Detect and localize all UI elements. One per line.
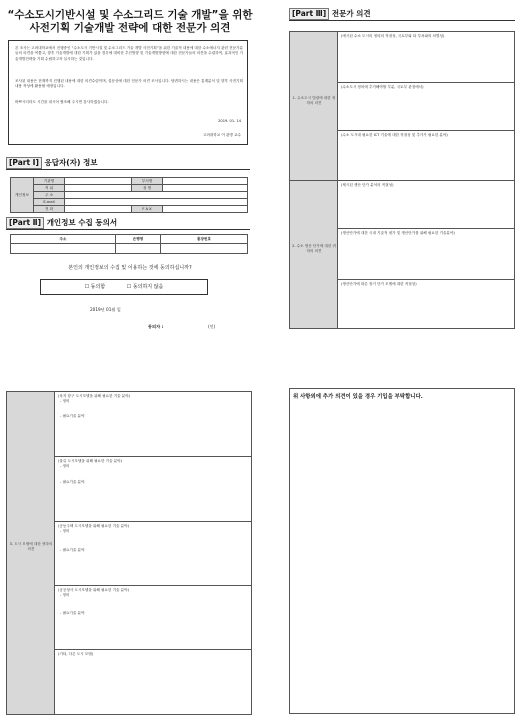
model2-definition: - 정의: [60, 464, 70, 468]
section2-label-cell: [290, 180, 338, 328]
expert-opinion-table: [289, 31, 515, 329]
part2-rule: [6, 229, 250, 230]
header-address: 주소: [11, 235, 116, 244]
s1-item-3: (수소 도시내 필요한 ICT 기술에 대한 적절성 및 추가가 필요한 분야): [341, 133, 448, 137]
field-value-org[interactable]: [65, 178, 132, 185]
model2-title: (물류 도시모델을 위해 필요한 기술 분야): [58, 459, 123, 463]
s2-answer-cell-1[interactable]: [338, 181, 514, 228]
disagree-checkbox[interactable]: ☐ 동의하지 않음: [126, 284, 164, 290]
header-account: 통장번호: [161, 235, 248, 244]
consenter-label: 동의자 :: [148, 324, 164, 329]
s1-answer-cell-3[interactable]: [338, 131, 514, 180]
section3-label-cell: [7, 392, 55, 714]
additional-opinion-heading: 위 사항외에 추가 의견이 있을 경우 기입을 부탁합니다.: [293, 394, 423, 400]
consent-choice-box: [40, 279, 208, 295]
part3-rule: [289, 20, 515, 21]
field-value-email[interactable]: [65, 199, 248, 206]
bank-info-table: [10, 234, 248, 254]
field-label-phone: 전 화: [34, 206, 65, 213]
part1-label: [Part Ⅰ]: [6, 157, 42, 169]
s1-answer-cell-2[interactable]: [338, 83, 514, 130]
survey-page-2: [287, 0, 517, 330]
field-value-phone[interactable]: [65, 206, 132, 213]
bank-address-cell[interactable]: [11, 244, 116, 254]
survey-page-3: [2, 385, 254, 717]
agree-checkbox[interactable]: ☐ 동의함: [84, 284, 106, 290]
bank-name-cell[interactable]: [116, 244, 161, 254]
model2-tech: - 필요기술 분야: [60, 480, 85, 484]
field-label-fax: F A X: [132, 206, 163, 213]
city-model-cell-5[interactable]: [55, 650, 251, 714]
city-model-cell-4[interactable]: [55, 586, 251, 649]
field-label-name: 성 명: [132, 185, 163, 192]
additional-opinion-box[interactable]: [289, 388, 515, 714]
model3-title: (공동주택 도시모델을 위해 필요한 기술 분야): [58, 524, 130, 528]
field-value-address[interactable]: [65, 192, 248, 199]
city-model-cell-1[interactable]: [55, 392, 251, 456]
personal-info-group-label: 개인정보: [11, 178, 34, 213]
survey-title-line2: 사전기획 기술개발 전략에 대한 전문가 의견: [29, 22, 231, 34]
s2-item-1: (제시된 생산 단가 분석의 적절성): [341, 183, 394, 187]
section1-label: 1. 수소도시 법령에 대한 귀하의 의견: [292, 96, 336, 105]
model1-definition: - 정의: [60, 399, 70, 403]
s1-item-2: (수소도시 정의에 추가해야할 부분, 국토부 관점에서): [341, 85, 424, 89]
field-label-org: 기관명: [34, 178, 65, 185]
section2-label: 2. 수소 생산 단가에 대한 귀하의 의견: [292, 244, 336, 253]
model4-tech: - 필요기술 분야: [60, 611, 85, 615]
field-value-fax[interactable]: [163, 206, 248, 213]
s2-item-2: (생산단가에 대한 국내 기술적 평가 및 생산단가를 위해 필요한 기술분야): [341, 231, 455, 235]
model3-tech: - 필요기술 분야: [60, 548, 85, 552]
survey-page-1: [2, 0, 258, 340]
field-value-position[interactable]: [65, 185, 132, 192]
intro-letter-box: [8, 40, 248, 145]
s2-answer-cell-2[interactable]: [338, 229, 514, 279]
letter-date: 2019. 01. 14: [218, 119, 241, 123]
intro-paragraph-2: 조사된 내용은 현재까지 진행된 내용에 대한 의견수렴이며, 설문상에 대한 전문가 의견 조사입니다. 답변하시는 내용은 통계분석 및 향후 사전기획 내용 작성에 활용될 예정입니다.: [15, 79, 243, 89]
part1-heading: [6, 157, 97, 169]
s1-answer-cell-1[interactable]: [338, 32, 514, 82]
s2-answer-cell-3[interactable]: [338, 280, 514, 328]
consent-date: 2019년 01월 일: [90, 307, 121, 312]
survey-page-4: [287, 385, 519, 717]
field-label-dept: 부서명: [132, 178, 163, 185]
part1-title: 응답자(자) 정보: [44, 158, 98, 167]
s1-item-1: (예시된 수소 도시의 정의의 적절성, 국토부와 타 부처와의 차별성): [341, 34, 445, 38]
intro-paragraph-1: 본 조사는 고려대학교에서 진행중인 “수소도시 기반시설 및 수소그리드 기술 개발 사전기획”을 위한 기술적 내용에 대한 수소에너지 관련 전문가분들의 의견을 여쭙고, 향후 기술개발에 대한 기획가 있을 경우에 대비한 추진방향 및 기술개발방향에 대한 전문가들의 의견을 수렴하여, 효과적인 기술개발전략을 기획 수립하고자 실시하는 것입니다.: [15, 46, 243, 61]
field-label-position: 직 위: [34, 185, 65, 192]
intro-paragraph-3: 바쁘시더라도 시간을 내시어 협조해 주시면 감사하겠습니다.: [15, 100, 109, 104]
letter-signer: 고려대학교 이 관명 교수: [202, 133, 241, 137]
city-model-cell-2[interactable]: [55, 457, 251, 521]
part2-label: [Part Ⅱ]: [6, 217, 44, 229]
seal-mark: (인): [208, 324, 216, 329]
model4-definition: - 정의: [60, 593, 70, 597]
model1-title: (육지 항구 도시모델을 위해 필요한 기술 분야): [58, 394, 131, 398]
field-label-address: 주 소: [34, 192, 65, 199]
section1-label-cell: [290, 32, 338, 180]
model1-tech: - 필요기술 분야: [60, 414, 85, 418]
consent-question: 본인의 개인정보의 수집 및 이용하는 것에 동의하십니까?: [68, 265, 192, 271]
part1-rule: [6, 169, 250, 170]
model5-title: (기타, 다른 도시 모델): [58, 652, 94, 656]
field-label-email: E-mail: [34, 199, 65, 206]
part2-title: 개인정보 수집 동의서: [46, 218, 118, 227]
field-value-dept[interactable]: [163, 178, 248, 185]
s2-item-3: (생산단가에 따른 장기 단가 모델에 대한 적절성): [341, 282, 417, 286]
respondent-info-table: [10, 177, 248, 213]
part3-label: [Part Ⅲ]: [289, 8, 329, 20]
header-bank: 은행명: [116, 235, 161, 244]
bank-account-cell[interactable]: [161, 244, 248, 254]
section3-label: 3. 도시 모델에 대한 귀하의 의견: [9, 542, 53, 551]
field-value-name[interactable]: [163, 185, 248, 192]
survey-title-line1: “수소도시기반시설 및 수소그리드 기술 개발”을 위한: [7, 9, 253, 21]
model4-title: (공공청사 도시모델을 위해 필요한 기술 분야): [58, 588, 130, 592]
model3-definition: - 정의: [60, 529, 70, 533]
part3-title: 전문가 의견: [331, 9, 371, 18]
city-model-table: [6, 391, 252, 715]
city-model-cell-3[interactable]: [55, 522, 251, 585]
part3-heading: [289, 8, 371, 20]
part2-heading: [6, 217, 117, 229]
